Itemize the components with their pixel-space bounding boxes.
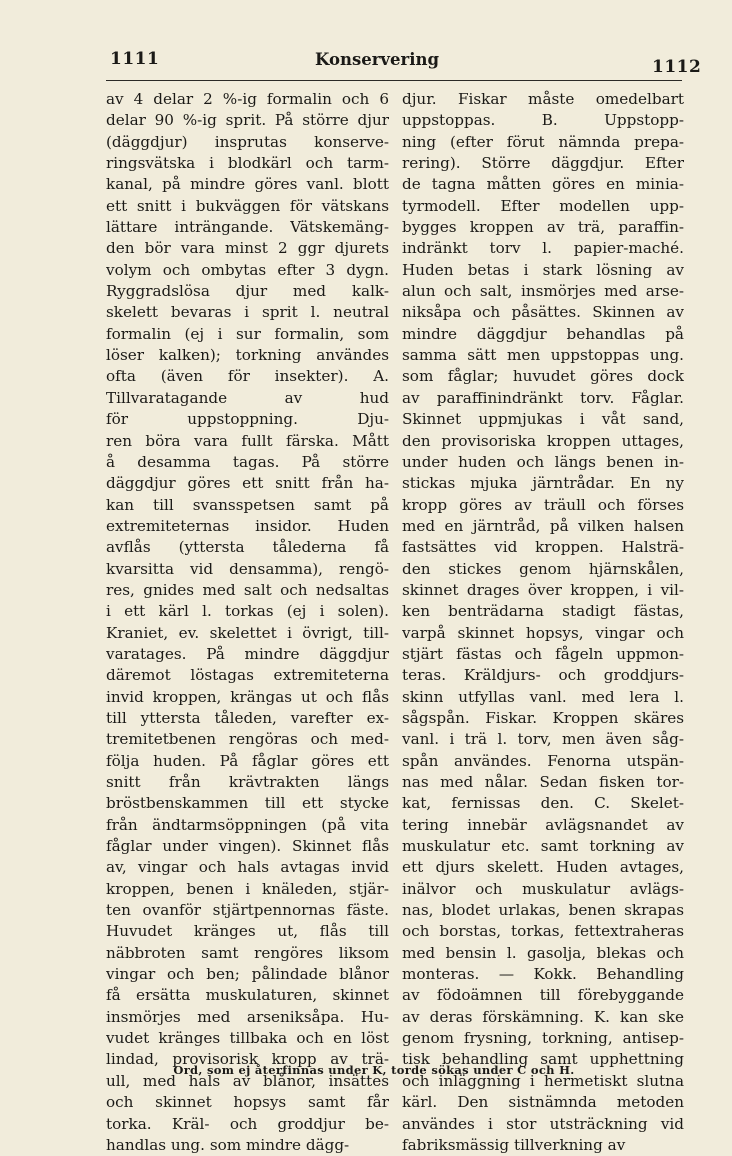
text-line: teras. Kräldjurs- och groddjurs-: [402, 666, 684, 685]
text-line: ofta (även för insekter). A.: [106, 367, 389, 386]
text-line: res, gnides med salt och nedsaltas: [106, 580, 389, 599]
text-line: insmörjes med arseniksåpa. Hu-: [106, 1007, 389, 1026]
text-line: rering). Större däggdjur. Efter: [402, 154, 684, 173]
text-line: Tillvaratagande av hud: [106, 388, 389, 407]
text-line: lindad, provisorisk kropp av trä-: [106, 1050, 389, 1069]
text-line: muskulatur etc. samt torkning av: [402, 837, 684, 856]
text-line: för uppstoppning. Dju-: [106, 410, 389, 429]
text-line: (däggdjur) insprutas konserve-: [106, 132, 389, 151]
text-line: ringsvätska i blodkärl och tarm-: [106, 154, 389, 173]
text-line: från ändtarmsöppningen (på vita: [106, 815, 389, 834]
running-head-title: Konservering: [314, 50, 440, 69]
text-line: ken benträdarna stadigt fästas,: [402, 602, 684, 621]
text-line: lättare inträngande. Vätskemäng-: [106, 218, 389, 237]
text-line: få ersätta muskulaturen, skinnet: [106, 986, 389, 1005]
text-line: monteras. — Kokk. Behandling: [402, 965, 684, 984]
text-line: skinn utfyllas vanl. med lera l.: [402, 687, 684, 706]
text-line: den stickes genom hjärnskålen,: [402, 559, 684, 578]
text-line: de tagna måtten göres en minia-: [402, 175, 684, 194]
text-line: genom frysning, torkning, antisep-: [402, 1029, 684, 1048]
text-line: däggdjur göres ett snitt från ha-: [106, 474, 389, 493]
text-line: mindre däggdjur behandlas på: [402, 324, 684, 343]
text-line: inälvor och muskulatur avlägs-: [402, 879, 684, 898]
text-line: den bör vara minst 2 ggr djurets: [106, 239, 389, 258]
right-page-number: 1112: [652, 57, 702, 77]
text-line: sågspån. Fiskar. Kroppen skäres: [402, 708, 684, 727]
text-line: skinnet drages över kroppen, i vil-: [402, 580, 684, 599]
text-line: kanal, på mindre göres vanl. blott: [106, 175, 389, 194]
text-line: den provisoriska kroppen uttages,: [402, 431, 684, 450]
text-line: ning (efter förut nämnda prepa-: [402, 132, 684, 151]
left-text-column: [106, 89, 389, 1156]
text-line: kat, fernissas den. C. Skelet-: [402, 794, 684, 813]
text-line: av födoämnen till förebyggande: [402, 986, 684, 1005]
text-line: indränkt torv l. papier-maché.: [402, 239, 684, 258]
text-line: tisk behandling samt upphettning: [402, 1050, 684, 1069]
text-line: kroppen, benen i knäleden, stjär-: [106, 879, 389, 898]
text-line: Kraniet, ev. skelettet i övrigt, till-: [106, 623, 389, 642]
text-line: följa huden. På fåglar göres ett: [106, 751, 389, 770]
text-line: å desamma tagas. På större: [106, 452, 389, 471]
text-line: varatages. På mindre däggdjur: [106, 644, 389, 663]
text-line: och borstas, torkas, fettextraheras: [402, 922, 684, 941]
text-line: tremitetbenen rengöras och med-: [106, 730, 389, 749]
text-line: av, vingar och hals avtagas invid: [106, 858, 389, 877]
text-line: fabriksmässig tillverkning av: [402, 1135, 626, 1154]
text-line: torka. Kräl- och groddjur be-: [106, 1114, 389, 1133]
text-line: ett snitt i bukväggen för vätskans: [106, 196, 389, 215]
text-line: kärl. Den sistnämnda metoden: [402, 1093, 684, 1112]
text-line: spån användes. Fenorna utspän-: [402, 751, 684, 770]
text-line: däremot löstagas extremiteterna: [106, 666, 389, 685]
text-line: niksåpa och påsättes. Skinnen av: [402, 303, 684, 322]
text-line: tyrmodell. Efter modellen upp-: [402, 196, 684, 215]
text-line: alun och salt, insmörjes med arse-: [402, 282, 684, 301]
text-line: Huden betas i stark lösning av: [402, 260, 684, 279]
text-line: med en järntråd, på vilken halsen: [402, 516, 684, 535]
right-text-column: [402, 89, 684, 1156]
text-line: formalin (ej i sur formalin, som: [106, 324, 389, 343]
text-line: vanl. i trä l. torv, men även såg-: [402, 730, 684, 749]
text-line: vudet kränges tillbaka och en löst: [106, 1029, 389, 1048]
text-line: delar 90 %-ig sprit. På större djur: [106, 111, 389, 130]
text-line: vingar och ben; pålindade blånor: [106, 965, 389, 984]
text-line: och inläggning i hermetiskt slutna: [402, 1071, 684, 1090]
text-line: fåglar under vingen). Skinnet flås: [106, 837, 389, 856]
text-line: bygges kroppen av trä, paraffin-: [402, 218, 684, 237]
text-line: ett djurs skelett. Huden avtages,: [402, 858, 684, 877]
text-line: och skinnet hopsys samt får: [106, 1093, 389, 1112]
text-line: kan till svansspetsen samt på: [106, 495, 389, 514]
text-line: ull, med hals av blånor, insättes: [106, 1071, 389, 1090]
text-line: djur. Fiskar måste omedelbart: [402, 90, 684, 108]
text-line: avflås (yttersta tålederna få: [106, 538, 389, 557]
text-line: ren böra vara fullt färska. Mått: [106, 431, 389, 450]
text-line: ten ovanför stjärtpennornas fäste.: [106, 901, 389, 920]
text-line: i ett kärl l. torkas (ej i solen).: [106, 602, 389, 621]
text-line: samma sätt men uppstoppas ung.: [402, 346, 684, 365]
text-line: av paraffinindränkt torv. Fåglar.: [402, 388, 684, 407]
text-line: Ryggradslösa djur med kalk-: [106, 282, 389, 301]
text-line: bröstbenskammen till ett stycke: [106, 794, 389, 813]
text-line: handlas ung. som mindre dägg-: [106, 1135, 350, 1154]
text-line: till yttersta tåleden, varefter ex-: [106, 708, 389, 727]
text-line: under huden och längs benen in-: [402, 452, 684, 471]
text-line: invid kroppen, krängas ut och flås: [106, 687, 389, 706]
text-line: varpå skinnet hopsys, vingar och: [402, 623, 684, 642]
text-line: Huvudet kränges ut, flås till: [106, 922, 389, 941]
footer-note: Ord, som ej återfinnas under K, torde sökas under C och H.: [173, 1063, 575, 1077]
text-line: av 4 delar 2 %-ig formalin och 6: [106, 90, 389, 108]
text-line: Skinnet uppmjukas i våt sand,: [402, 410, 684, 429]
text-line: användes i stor utsträckning vid: [402, 1114, 684, 1133]
text-line: extremiteternas insidor. Huden: [106, 516, 389, 535]
text-line: uppstoppas. B. Uppstopp-: [402, 111, 684, 130]
text-line: kropp göres av träull och förses: [402, 495, 684, 514]
text-line: volym och ombytas efter 3 dygn.: [106, 260, 389, 279]
text-line: fastsättes vid kroppen. Halsträ-: [402, 538, 684, 557]
text-line: nas med nålar. Sedan fisken tor-: [402, 773, 684, 791]
text-line: snitt från krävtrakten längs: [106, 773, 389, 791]
text-line: löser kalken); torkning användes: [106, 346, 389, 365]
text-line: stickas mjuka järntrådar. En ny: [402, 474, 684, 493]
header-rule: [106, 80, 682, 81]
left-page-number: 1111: [110, 49, 160, 69]
text-line: kvarsitta vid densamma), rengö-: [106, 559, 389, 578]
text-line: tering innebär avlägsnandet av: [402, 815, 684, 834]
text-line: näbbroten samt rengöres liksom: [106, 943, 389, 962]
text-line: stjärt fästas och fågeln uppmon-: [402, 644, 684, 663]
text-line: nas, blodet urlakas, benen skrapas: [402, 901, 684, 920]
text-line: av deras förskämning. K. kan ske: [402, 1007, 684, 1026]
text-line: som fåglar; huvudet göres dock: [402, 367, 684, 386]
text-line: skelett bevaras i sprit l. neutral: [106, 303, 389, 322]
text-line: med bensin l. gasolja, blekas och: [402, 943, 684, 962]
